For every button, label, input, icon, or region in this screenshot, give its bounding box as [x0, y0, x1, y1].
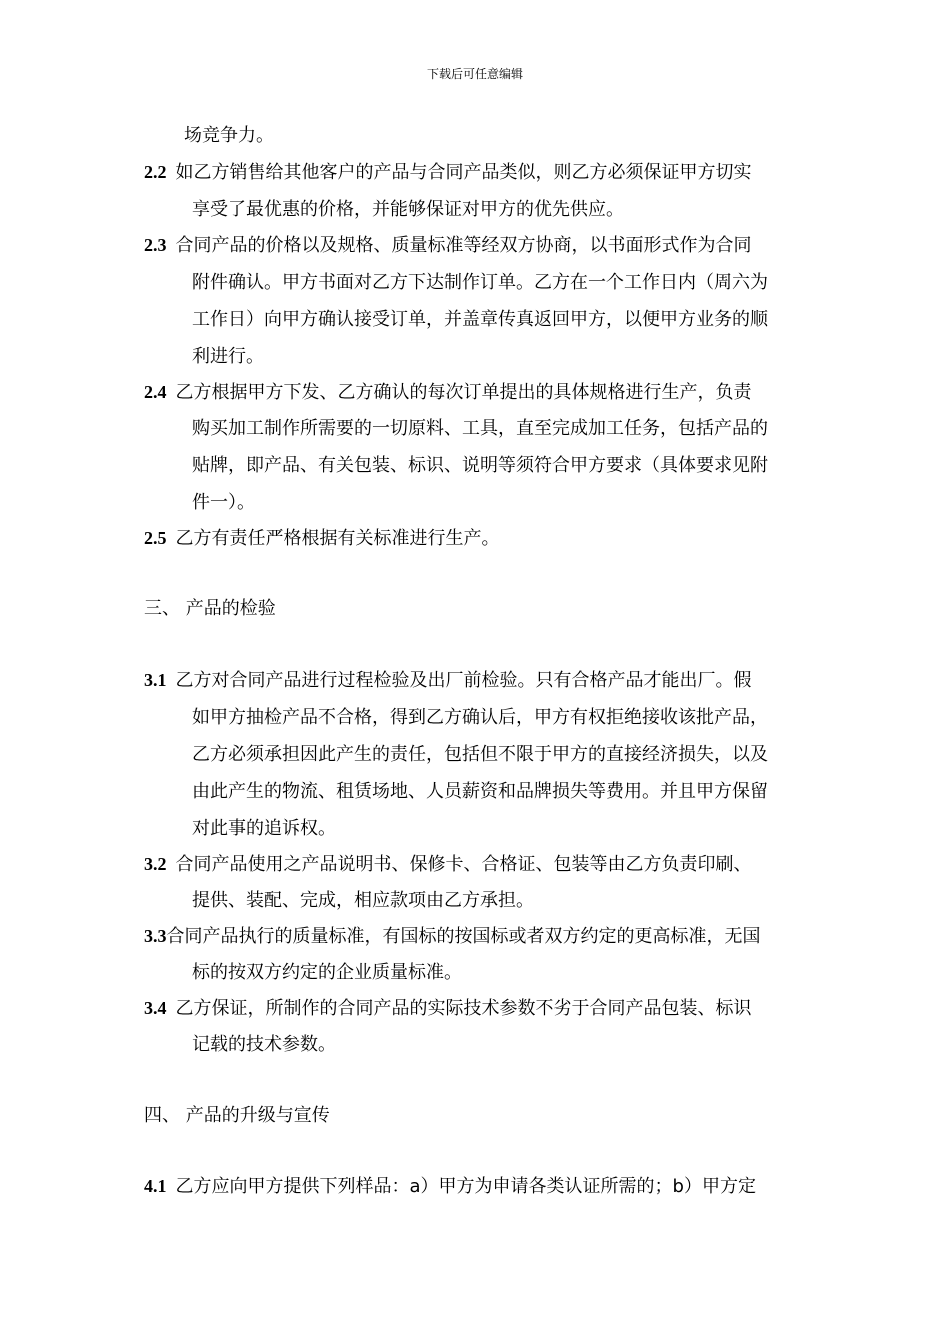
- clause-4-1: [144, 1174, 756, 1199]
- line-text: 购买加工制作所需要的一切原料、工具，直至完成加工任务，包括产品的: [192, 418, 768, 439]
- line-text: 贴牌，即产品、有关包装、标识、说明等须符合甲方要求（具体要求见附: [192, 455, 768, 476]
- line-text: 合同产品执行的质量标准，有国标的按国标或者双方约定的更高标准，无国: [166, 926, 761, 947]
- line-text: 工作日）向甲方确认接受订单，并盖章传真返回甲方，以便甲方业务的顺: [192, 309, 768, 330]
- line-text: 如乙方销售给其他客户的产品与合同产品类似，则乙方必须保证甲方切实: [175, 162, 752, 183]
- line-text: 附件确认。甲方书面对乙方下达制作订单。乙方在一个工作日内（周六为: [192, 272, 768, 293]
- line-text: 标的按双方约定的企业质量标准。: [192, 962, 462, 983]
- clause-3-3: [144, 924, 761, 949]
- paragraph-line: [192, 961, 462, 985]
- line-text: 如甲方抽检产品不合格，得到乙方确认后，甲方有权拒绝接收该批产品，: [192, 707, 768, 728]
- paragraph-line: [192, 1033, 336, 1057]
- clause-number: 3.2: [144, 854, 167, 874]
- paragraph-line: [192, 706, 768, 730]
- line-text: 合同产品的价格以及规格、质量标准等经双方协商，以书面形式作为合同: [175, 235, 752, 256]
- clause-3-2: [144, 852, 752, 877]
- line-text: 对此事的追诉权。: [192, 818, 336, 839]
- line-text: 乙方保证，所制作的合同产品的实际技术参数不劣于合同产品包装、标识: [175, 998, 752, 1019]
- section-heading-4: [144, 1104, 330, 1128]
- clause-number: 3.3: [144, 926, 167, 946]
- line-text: 场竞争力。: [184, 125, 274, 146]
- clause-2-5: [144, 526, 500, 551]
- line-text: 乙方对合同产品进行过程检验及出厂前检验。只有合格产品才能出厂。假: [175, 670, 752, 691]
- clause-number: 3.1: [144, 670, 167, 690]
- clause-number: 2.4: [144, 382, 167, 402]
- line-text: 乙方必须承担因此产生的责任，包括但不限于甲方的直接经济损失，以及: [192, 744, 768, 765]
- paragraph-line: [192, 743, 768, 767]
- line-text: 提供、装配、完成，相应款项由乙方承担。: [192, 890, 534, 911]
- heading-text: 三、 产品的检验: [144, 598, 276, 619]
- paragraph-line: [184, 124, 274, 148]
- paragraph-line: [192, 454, 768, 478]
- paragraph-line: [192, 417, 768, 441]
- line-text: 享受了最优惠的价格，并能够保证对甲方的优先供应。: [192, 199, 624, 220]
- paragraph-line: [192, 198, 624, 222]
- line-text: 乙方有责任严格根据有关标准进行生产。: [175, 528, 500, 549]
- line-text: 乙方根据甲方下发、乙方确认的每次订单提出的具体规格进行生产，负责: [175, 382, 752, 403]
- paragraph-line: [192, 308, 768, 332]
- paragraph-line: [192, 271, 768, 295]
- clause-number: 3.4: [144, 998, 167, 1018]
- clause-2-2: [144, 160, 752, 185]
- clause-number: 2.2: [144, 162, 167, 182]
- line-text: 由此产生的物流、租赁场地、人员薪资和品牌损失等费用。并且甲方保留: [192, 781, 768, 802]
- heading-text: 四、 产品的升级与宣传: [144, 1105, 330, 1126]
- line-text: 利进行。: [192, 346, 264, 367]
- clause-number: 4.1: [144, 1176, 167, 1196]
- clause-3-4: [144, 996, 752, 1021]
- paragraph-line: [192, 889, 534, 913]
- line-text: 件一）。: [192, 492, 255, 513]
- clause-2-3: [144, 233, 752, 258]
- paragraph-line: [192, 491, 255, 515]
- clause-number: 2.3: [144, 235, 167, 255]
- paragraph-line: [192, 780, 768, 804]
- clause-number: 2.5: [144, 528, 167, 548]
- line-text: 乙方应向甲方提供下列样品：a）甲方为申请各类认证所需的；b）甲方定: [175, 1176, 756, 1197]
- page-header: 下载后可任意编辑: [426, 67, 523, 81]
- paragraph-line: [192, 345, 264, 369]
- paragraph-line: [192, 817, 336, 841]
- line-text: 记载的技术参数。: [192, 1034, 336, 1055]
- section-heading-3: [144, 597, 276, 621]
- line-text: 合同产品使用之产品说明书、保修卡、合格证、包装等由乙方负责印刷、: [175, 854, 752, 875]
- clause-2-4: [144, 380, 752, 405]
- clause-3-1: [144, 668, 752, 693]
